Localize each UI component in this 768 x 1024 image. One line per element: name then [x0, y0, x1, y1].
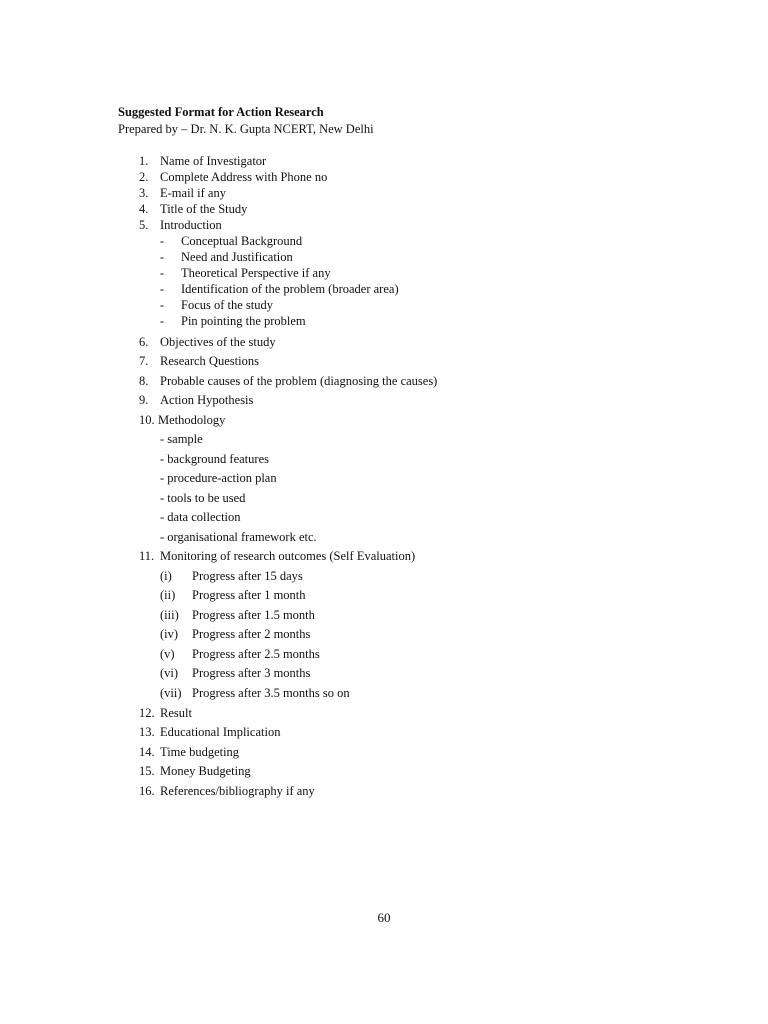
sub-item-text: Conceptual Background	[181, 234, 303, 248]
sub-item-text: Pin pointing the problem	[181, 314, 306, 328]
sub-item-marker: -	[160, 250, 165, 264]
item-text: References/bibliography if any	[160, 784, 315, 798]
item-number: 16.	[139, 784, 155, 798]
item-number: 3.	[139, 186, 149, 200]
item-text: Time budgeting	[160, 745, 240, 759]
method-sub-item: - tools to be used	[160, 491, 246, 505]
sub-item-text: Progress after 1.5 month	[192, 608, 315, 622]
sub-item-text: Identification of the problem (broader area)	[181, 282, 399, 296]
roman-marker: (ii)	[160, 588, 176, 602]
method-sub-item: - background features	[160, 452, 269, 466]
roman-marker: (iii)	[160, 608, 179, 622]
item-text: Name of Investigator	[160, 154, 267, 168]
item-text: Complete Address with Phone no	[160, 170, 328, 184]
item-text: Probable causes of the problem (diagnosing the causes)	[160, 374, 438, 388]
item-number: 7.	[139, 354, 149, 368]
item-text: Money Budgeting	[160, 764, 251, 778]
item-text: Action Hypothesis	[160, 393, 254, 407]
roman-marker: (i)	[160, 569, 172, 583]
document-subtitle: Prepared by – Dr. N. K. Gupta NCERT, New Delhi	[118, 122, 374, 136]
item-text: Methodology	[158, 413, 226, 427]
item-number: 11.	[139, 549, 155, 563]
method-sub-item: - organisational framework etc.	[160, 530, 317, 544]
roman-marker: (vi)	[160, 666, 179, 680]
item-text: Monitoring of research outcomes (Self Evaluation)	[160, 549, 416, 563]
sub-item-marker: -	[160, 298, 165, 312]
item-number: 14.	[139, 745, 155, 759]
roman-marker: (vii)	[160, 686, 182, 700]
item-number: 1.	[139, 154, 149, 168]
method-sub-item: - data collection	[160, 510, 241, 524]
item-text: Introduction	[160, 218, 222, 232]
item-number: 4.	[139, 202, 149, 216]
item-number: 6.	[139, 335, 149, 349]
roman-marker: (iv)	[160, 627, 179, 641]
item-number: 9.	[139, 393, 149, 407]
item-number: 15.	[139, 764, 155, 778]
method-sub-item: - sample	[160, 432, 203, 446]
item-text: Educational Implication	[160, 725, 281, 739]
sub-item-text: Progress after 2.5 months	[192, 647, 320, 661]
item-number: 2.	[139, 170, 149, 184]
sub-item-text: Progress after 3 months	[192, 666, 311, 680]
method-sub-item: - procedure-action plan	[160, 471, 277, 485]
item-number: 5.	[139, 218, 149, 232]
sub-item-text: Need and Justification	[181, 250, 293, 264]
sub-item-marker: -	[160, 282, 165, 296]
sub-item-text: Theoretical Perspective if any	[181, 266, 331, 280]
item-number: 8.	[139, 374, 149, 388]
item-text: E-mail if any	[160, 186, 226, 200]
item-number: 12.	[139, 706, 155, 720]
document-title: Suggested Format for Action Research	[118, 105, 324, 119]
item-text: Result	[160, 706, 192, 720]
sub-item-text: Progress after 3.5 months so on	[192, 686, 350, 700]
item-text: Title of the Study	[160, 202, 248, 216]
item-number: 10.	[139, 413, 155, 427]
roman-marker: (v)	[160, 647, 175, 661]
sub-item-text: Focus of the study	[181, 298, 274, 312]
item-number: 13.	[139, 725, 155, 739]
sub-item-marker: -	[160, 234, 165, 248]
page-number: 60	[377, 910, 391, 925]
sub-item-text: Progress after 2 months	[192, 627, 311, 641]
item-text: Objectives of the study	[160, 335, 276, 349]
sub-item-text: Progress after 15 days	[192, 569, 303, 583]
sub-item-marker: -	[160, 314, 165, 328]
sub-item-text: Progress after 1 month	[192, 588, 306, 602]
sub-item-marker: -	[160, 266, 165, 280]
item-text: Research Questions	[160, 354, 259, 368]
